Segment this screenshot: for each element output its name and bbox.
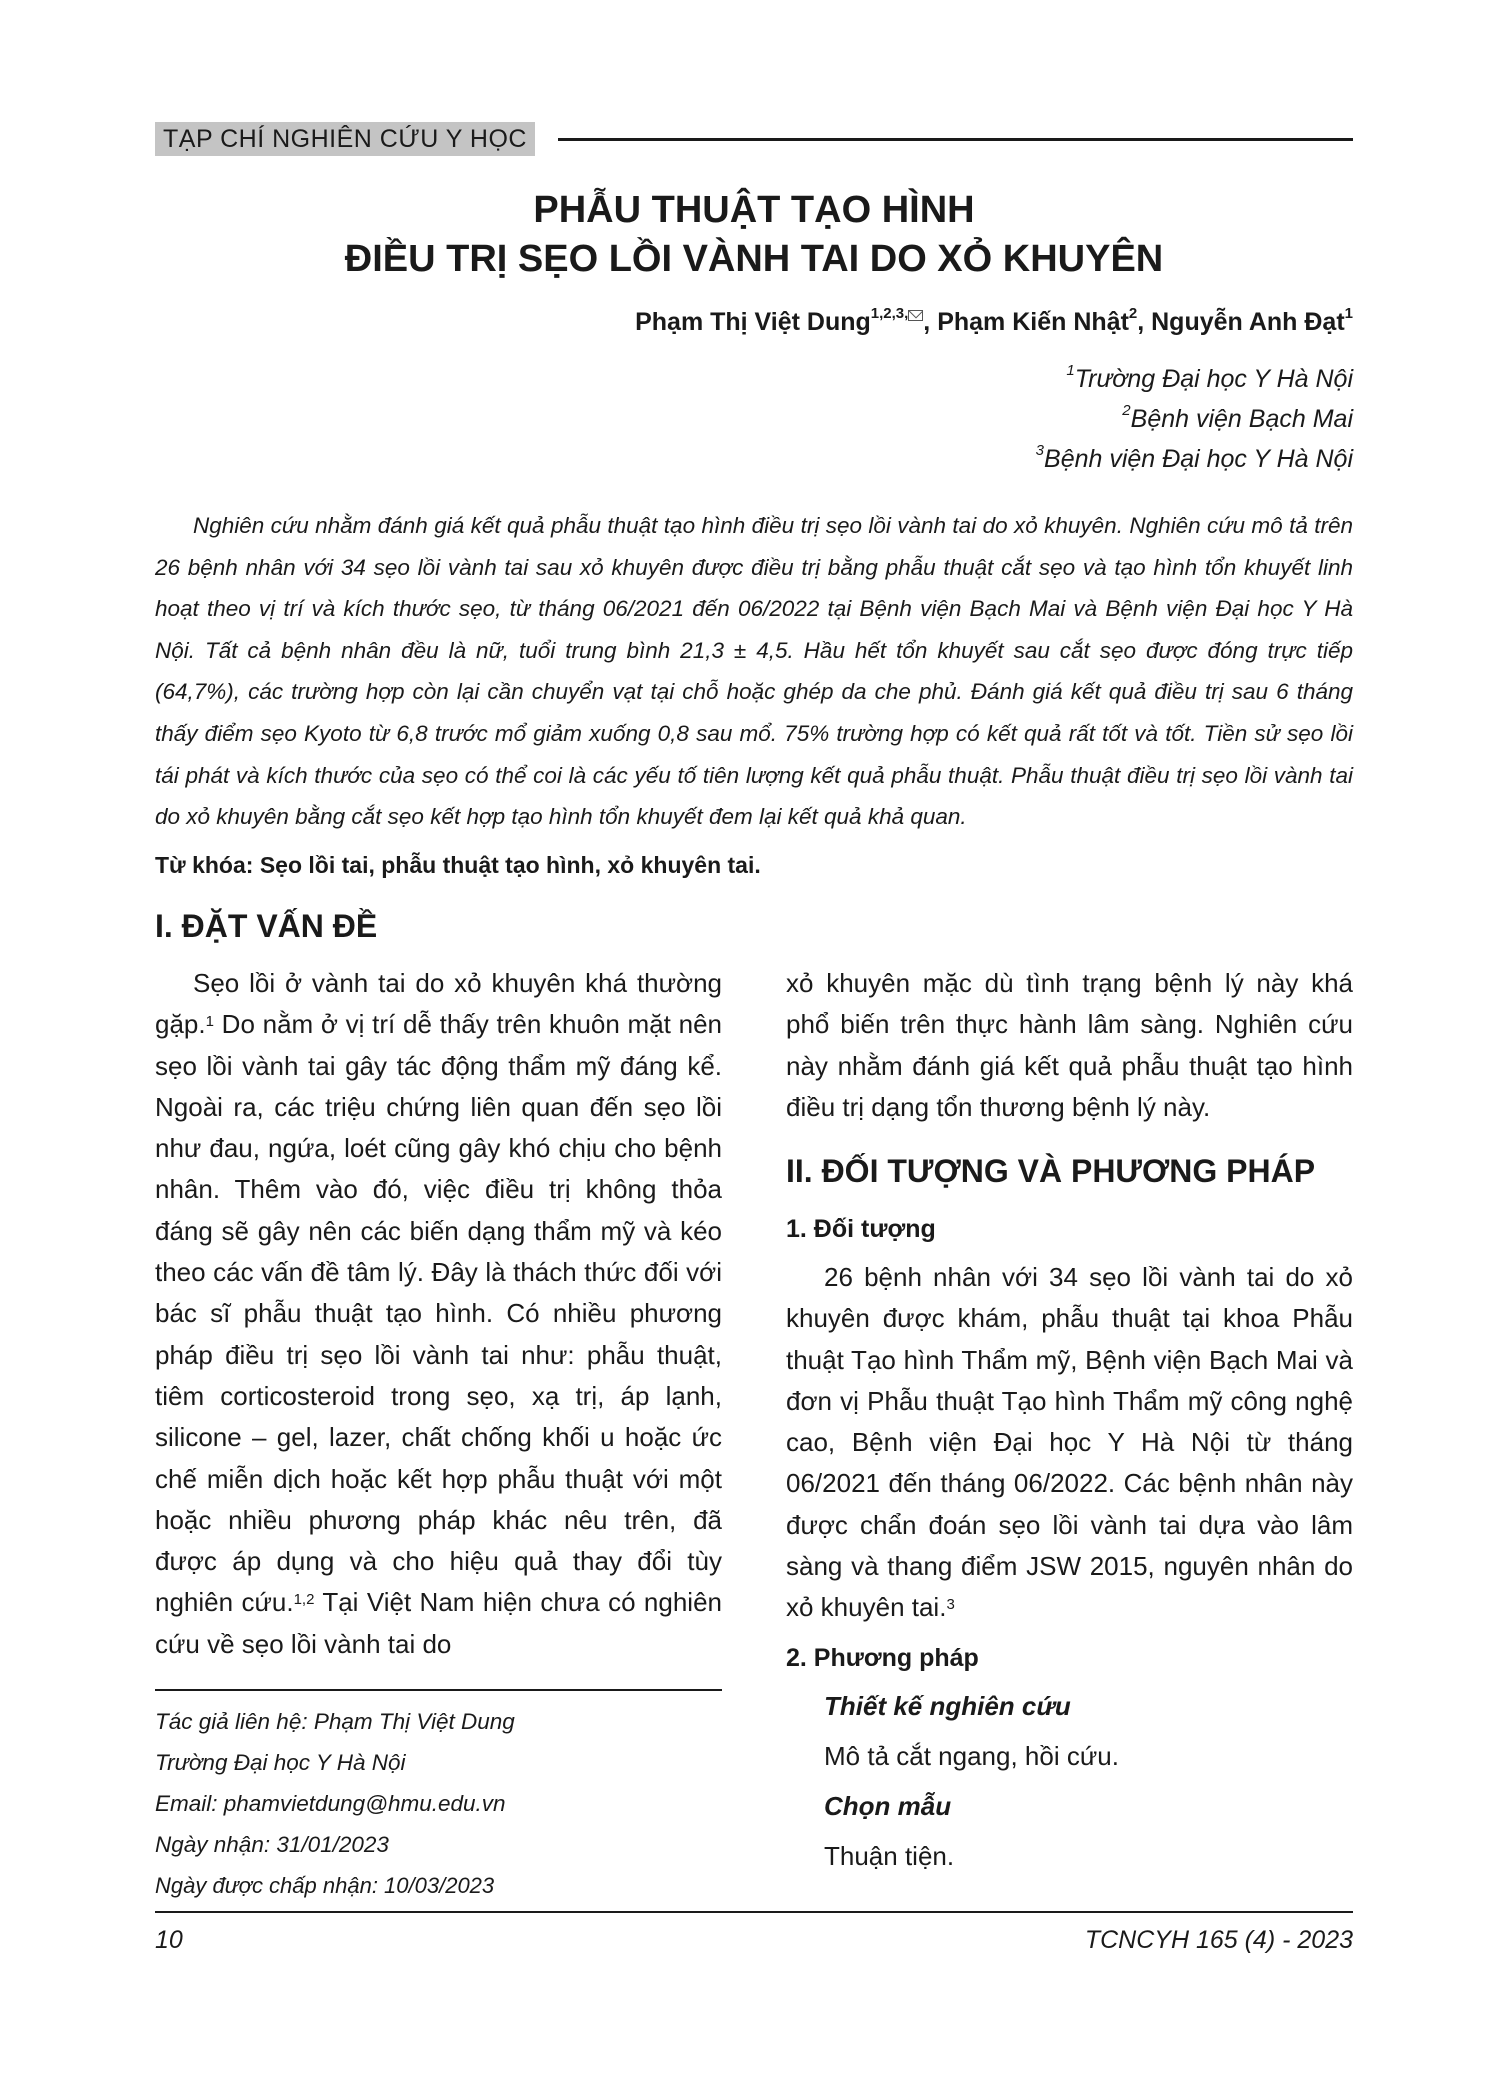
article-title xyxy=(155,186,1353,284)
sampling-text: Thuận tiện. xyxy=(824,1841,955,1871)
author-2-affil: 2 xyxy=(1128,305,1138,322)
author-3: , Nguyễn Anh Đạt xyxy=(1137,308,1345,336)
author-institution: Trường Đại học Y Hà Nội xyxy=(155,1750,406,1775)
journal-name: TẠP CHÍ NGHIÊN CỨU Y HỌC xyxy=(155,122,535,156)
sampling-label: Chọn mẫu xyxy=(824,1791,952,1821)
author-2: , Phạm Kiến Nhật xyxy=(923,308,1129,336)
author-email: Email: phamvietdung@hmu.edu.vn xyxy=(155,1791,506,1816)
section-1-paragraph: Sẹo lồi ở vành tai do xỏ khuyên khá thường gặp.$^1$ Do nằm ở vị trí dễ thấy trên khuôn mặt nên sẹo lồi vành tai gây tác động thẩm mỹ đáng kể. Ngoài ra, các triệu chứng liên quan đến sẹo lồi như đau, ngứa, loét cũng gây khó chịu cho bệnh nhân. Thêm vào đó, việc điều trị không thỏa đáng sẽ gây nên các biến dạng thẩm mỹ và kéo theo các vấn đề tâm lý. Đây là thách thức đối với bác sĩ phẫu thuật tạo hình. Có nhiều phương pháp điều trị sẹo lồi vành tai như: phẫu thuật, tiêm corticosteroid trong sẹo, xạ trị, áp lạnh, silicone – gel, lazer, chất chống khối u hoặc ức chế miễn dịch hoặc kết hợp phẫu thuật với một hoặc nhiều phương pháp khác nêu trên, đã được áp dụng và cho hiệu quả thay đổi tùy nghiên cứu.$^{1,2}$ Tại Việt Nam hiện chưa có nghiên cứu về sẹo lồi vành tai do xyxy=(155,968,723,1659)
affiliation-1: $^1$Trường Đại học Y Hà Nội xyxy=(1066,362,1353,393)
accepted-date: Ngày được chấp nhận: 10/03/2023 xyxy=(155,1873,495,1898)
section-1-heading: I. ĐẶT VẤN ĐỀ xyxy=(155,908,378,944)
page-number: 10 xyxy=(155,1926,183,1954)
footnote-rule xyxy=(155,1689,722,1691)
citation-2: 1,2 xyxy=(293,1591,315,1609)
title-line-1: PHẪU THUẬT TẠO HÌNH xyxy=(533,189,975,231)
keywords: Từ khóa: Sẹo lồi tai, phẫu thuật tạo hình, xỏ khuyên tai. xyxy=(155,852,761,878)
journal-header xyxy=(155,122,1353,156)
subjects-paragraph: 26 bệnh nhân với 34 sẹo lồi vành tai do xỏ khuyên được khám, phẫu thuật tại khoa Phẫu thuật Tạo hình Thẩm mỹ, Bệnh viện Bạch Mai và đơn vị Phẫu thuật Tạo hình Thẩm mỹ công nghệ cao, Bệnh viện Đại học Y Hà Nội từ tháng 06/2021 đến tháng 06/2022. Các bệnh nhân này được chẩn đoán sẹo lồi vành tai dựa vào lâm sàng và thang điểm JSW 2015, nguyên nhân do xỏ khuyên tai.$^3$ xyxy=(786,1262,1353,1623)
study-design-label: Thiết kế nghiên cứu xyxy=(824,1691,1071,1721)
author-1-affil: 1,2,3, xyxy=(870,305,909,322)
header-rule xyxy=(558,138,1353,141)
author-list xyxy=(635,305,1353,337)
section-2-heading: II. ĐỐI TƯỢNG VÀ PHƯƠNG PHÁP xyxy=(786,1153,1316,1189)
subsection-methods: 2. Phương pháp xyxy=(786,1644,979,1672)
subsection-subjects: 1. Đối tượng xyxy=(786,1215,936,1243)
citation-3: 3 xyxy=(946,1596,955,1614)
corresponding-author: Tác giả liên hệ: Phạm Thị Việt Dung xyxy=(155,1709,515,1734)
title-line-2: ĐIỀU TRỊ SẸO LỒI VÀNH TAI DO XỎ KHUYÊN xyxy=(344,238,1164,280)
received-date: Ngày nhận: 31/01/2023 xyxy=(155,1832,389,1857)
abstract: Nghiên cứu nhằm đánh giá kết quả phẫu thuật tạo hình điều trị sẹo lồi vành tai do xỏ khuyên. Nghiên cứu mô tả trên 26 bệnh nhân với 34 sẹo lồi vành tai sau xỏ khuyên được điều trị bằng phẫu thuật cắt sẹo và tạo hình tổn khuyết linh hoạt theo vị trí và kích thước sẹo, từ tháng 06/2021 đến 06/2022 tại Bệnh viện Bạch Mai và Bệnh viện Đại học Y Hà Nội. Tất cả bệnh nhân đều là nữ, tuổi trung bình 21,3 ± 4,5. Hầu hết tổn khuyết sau cắt sẹo được đóng trực tiếp (64,7%), các trường hợp còn lại cần chuyển vạt tại chỗ hoặc ghép da che phủ. Đánh giá kết quả điều trị sau 6 tháng thấy điểm sẹo Kyoto từ 6,8 trước mổ giảm xuống 0,8 sau mổ. 75% trường hợp có kết quả rất tốt và tốt. Tiền sử sẹo lồi tái phát và kích thước của sẹo có thể coi là các yếu tố tiên lượng kết quả phẫu thuật. Phẫu thuật điều trị sẹo lồi vành tai do xỏ khuyên bằng cắt sẹo kết hợp tạo hình tổn khuyết đem lại kết quả khả quan. xyxy=(155,513,1353,830)
footer-rule xyxy=(155,1911,1353,1913)
study-design-text: Mô tả cắt ngang, hồi cứu. xyxy=(824,1741,1119,1771)
journal-issue: TCNCYH 165 (4) - 2023 xyxy=(1084,1926,1353,1954)
affiliation-2: $^2$Bệnh viện Bạch Mai xyxy=(1122,402,1353,433)
author-1: Phạm Thị Việt Dung xyxy=(635,308,871,336)
section-1-continuation: xỏ khuyên mặc dù tình trạng bệnh lý này khá phổ biến trên thực hành lâm sàng. Nghiên cứu này nhằm đánh giá kết quả phẫu thuật tạo hình điều trị dạng tổn thương bệnh lý này. xyxy=(786,968,1353,1122)
affiliation-3: $^3$Bệnh viện Đại học Y Hà Nội xyxy=(1035,442,1353,473)
citation-1: 1 xyxy=(205,1013,214,1031)
envelope-icon xyxy=(908,310,923,321)
author-3-affil: 1 xyxy=(1344,305,1353,322)
